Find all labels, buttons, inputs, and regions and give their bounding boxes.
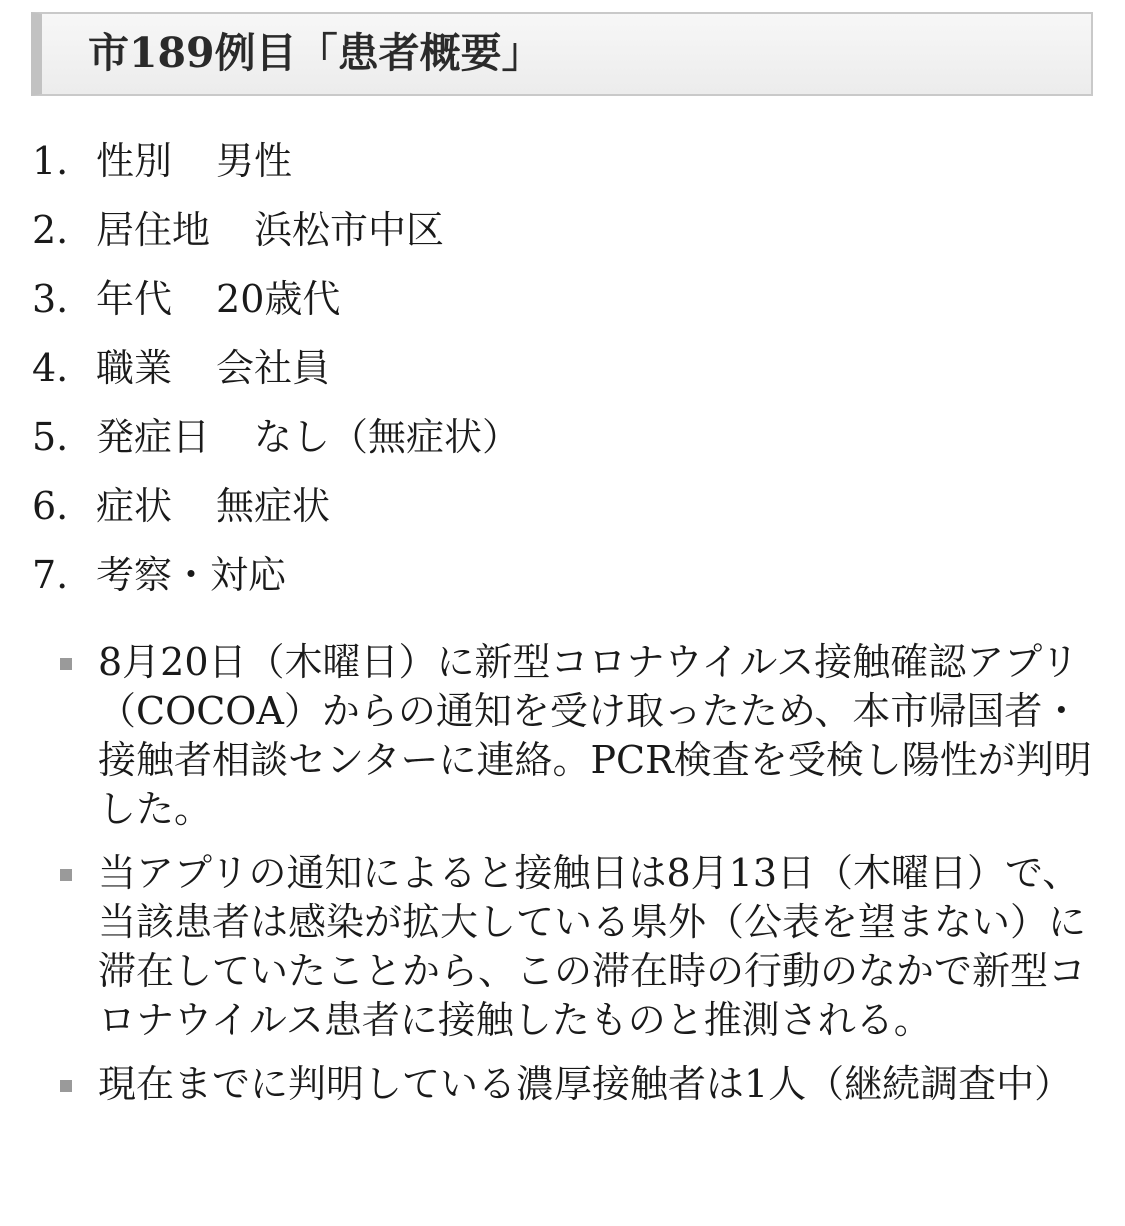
page-title: 市189例目「患者概要」 <box>88 29 543 77</box>
item-term: 職業 <box>96 346 173 390</box>
list-item <box>32 196 520 265</box>
item-value: 20歳代 <box>216 277 341 321</box>
bullet-item <box>58 849 1098 1045</box>
item-number: 4. <box>32 346 69 390</box>
item-term: 性別 <box>96 139 173 183</box>
item-term: 発症日 <box>96 415 211 459</box>
square-bullet-icon <box>60 658 72 670</box>
bullet-item <box>58 638 1098 834</box>
list-item <box>32 541 520 610</box>
patient-summary-list <box>32 127 520 610</box>
item-value: なし（無症状） <box>254 415 521 459</box>
list-item <box>32 472 520 541</box>
item-value: 男性 <box>216 139 293 183</box>
item-number: 5. <box>32 415 69 459</box>
square-bullet-icon <box>60 869 72 881</box>
item-term: 居住地 <box>96 208 211 252</box>
list-item <box>32 334 520 403</box>
item-number: 1. <box>32 139 69 183</box>
list-item <box>32 127 520 196</box>
item-value: 浜松市中区 <box>254 208 445 252</box>
item-term: 症状 <box>96 484 173 528</box>
item-number: 7. <box>32 553 69 597</box>
heading-box <box>31 12 1093 96</box>
bullet-text: 当アプリの通知によると接触日は8月13日（木曜日）で、当該患者は感染が拡大している県外（公表を望まない）に滞在していたことから、この滞在時の行動のなかで新型コロナウイルス患者に接触したものと推測される。 <box>98 851 1087 1042</box>
bullet-item <box>58 1060 1098 1109</box>
item-number: 2. <box>32 208 69 252</box>
list-item <box>32 265 520 334</box>
item-number: 3. <box>32 277 69 321</box>
item-value: 会社員 <box>216 346 331 390</box>
response-bullet-list <box>58 638 1098 1124</box>
item-value: 無症状 <box>216 484 331 528</box>
list-item <box>32 403 520 472</box>
bullet-text: 現在までに判明している濃厚接触者は1人（継続調査中） <box>98 1062 1073 1106</box>
item-term: 考察・対応 <box>96 553 287 597</box>
item-term: 年代 <box>96 277 173 321</box>
bullet-text: 8月20日（木曜日）に新型コロナウイルス接触確認アプリ（COCOA）からの通知を受け取ったため、本市帰国者・接触者相談センターに連絡。PCR検査を受検し陽性が判明した。 <box>98 640 1092 831</box>
square-bullet-icon <box>60 1080 72 1092</box>
item-number: 6. <box>32 484 69 528</box>
